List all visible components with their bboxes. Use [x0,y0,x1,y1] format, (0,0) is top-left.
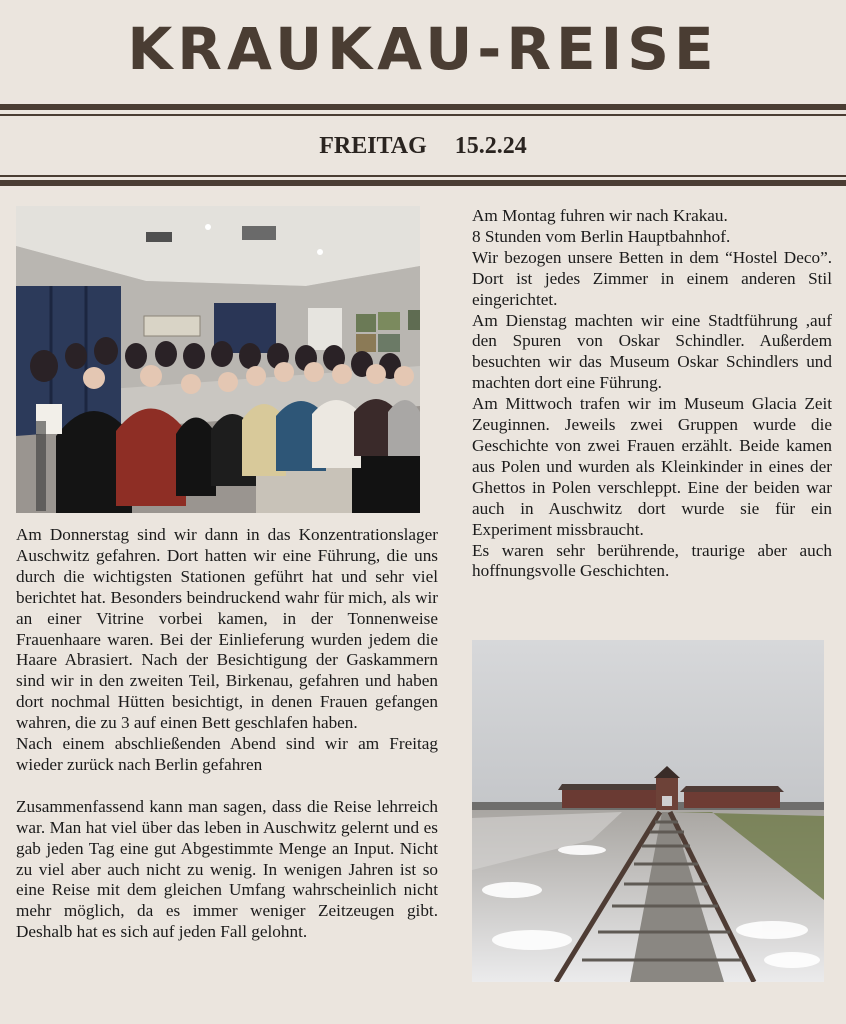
left-column-text: Am Donnerstag sind wir dann in das Konzentrationslager Auschwitz gefahren. Dort hatten wir eine Führung, die uns durch die wichtigsten Stationen geführt hat und sehr viel berichtet hat. Besonders beindruckend wahr für mich, als wir an einer Vitrine vorbei kamen, in der Tonnenweise Frauenhaare waren. Bei der Einlieferung wurden jedem die Haare Abrasiert. Nach der Besichtigung der Gaskammern sind wir in den zweiten Teil, Birkenau, gefahren und haben dort nochmal Hütten besichtigt, in denen Frauen gefangen wahren, die zu 3 auf einen Bett geschlafen haben. Nach einem abschließenden Abend sind wir am Freitag wieder zurück nach Berlin gefahren Zusammenfassend kann man sagen, dass die Reise lehrreich war. Man hat viel über das leben in Auschwitz gelernt und es gab jeden Tag eine gut Abgestimmte Menge an Input. Nicht zu viel aber auch nicht zu wenig. In wenigen Jahren ist so eine Reise mit dem gleichen Umfang wahrscheinlich nicht mehr möglich, da es immer weniger Zeitzeugen gibt. Deshalb hat es sich auf jeden Fall gelohnt. [16,525,438,942]
group-photo [16,206,420,513]
right-column-text: Am Montag fuhren wir nach Krakau. 8 Stunden vom Berlin Hauptbahnhof. Wir bezogen unsere Betten in dem “Hostel Deco”. Dort ist jedes Zimmer in einem anderen Stil eingerichtet. Am Dienstag machten wir eine Stadtführung ,auf den Spuren von Oskar Schindler. Außerdem besuchten wir das Museum Oskar Schindlers und machten dort eine Führung. Am Mittwoch trafen wir im Museum Glacia Zeit Zeuginnen. Jeweils zwei Gruppen wurde die Geschichte von zwei Frauen erzählt. Beide kamen aus Polen und wurden als Kleinkinder in eines der Ghettos in Polen verschleppt. Eine der beiden war auch in Auschwitz dort wurde sie für ein Experiment missbraucht. Es waren sehr berührende, traurige aber auch hoffnungsvolle Geschichten. [472,206,832,581]
dateline [0,133,846,160]
dateline-date: 15.2.24 [454,133,527,159]
rule-top-thick [0,104,846,110]
dateline-day: FREITAG [319,133,427,159]
railway-photo [472,640,824,982]
rule-top-thin [0,114,846,116]
masthead-title: KRAUKAU-REISE [127,15,719,83]
rule-bottom-thin [0,175,846,177]
rule-bottom-thick [0,180,846,186]
